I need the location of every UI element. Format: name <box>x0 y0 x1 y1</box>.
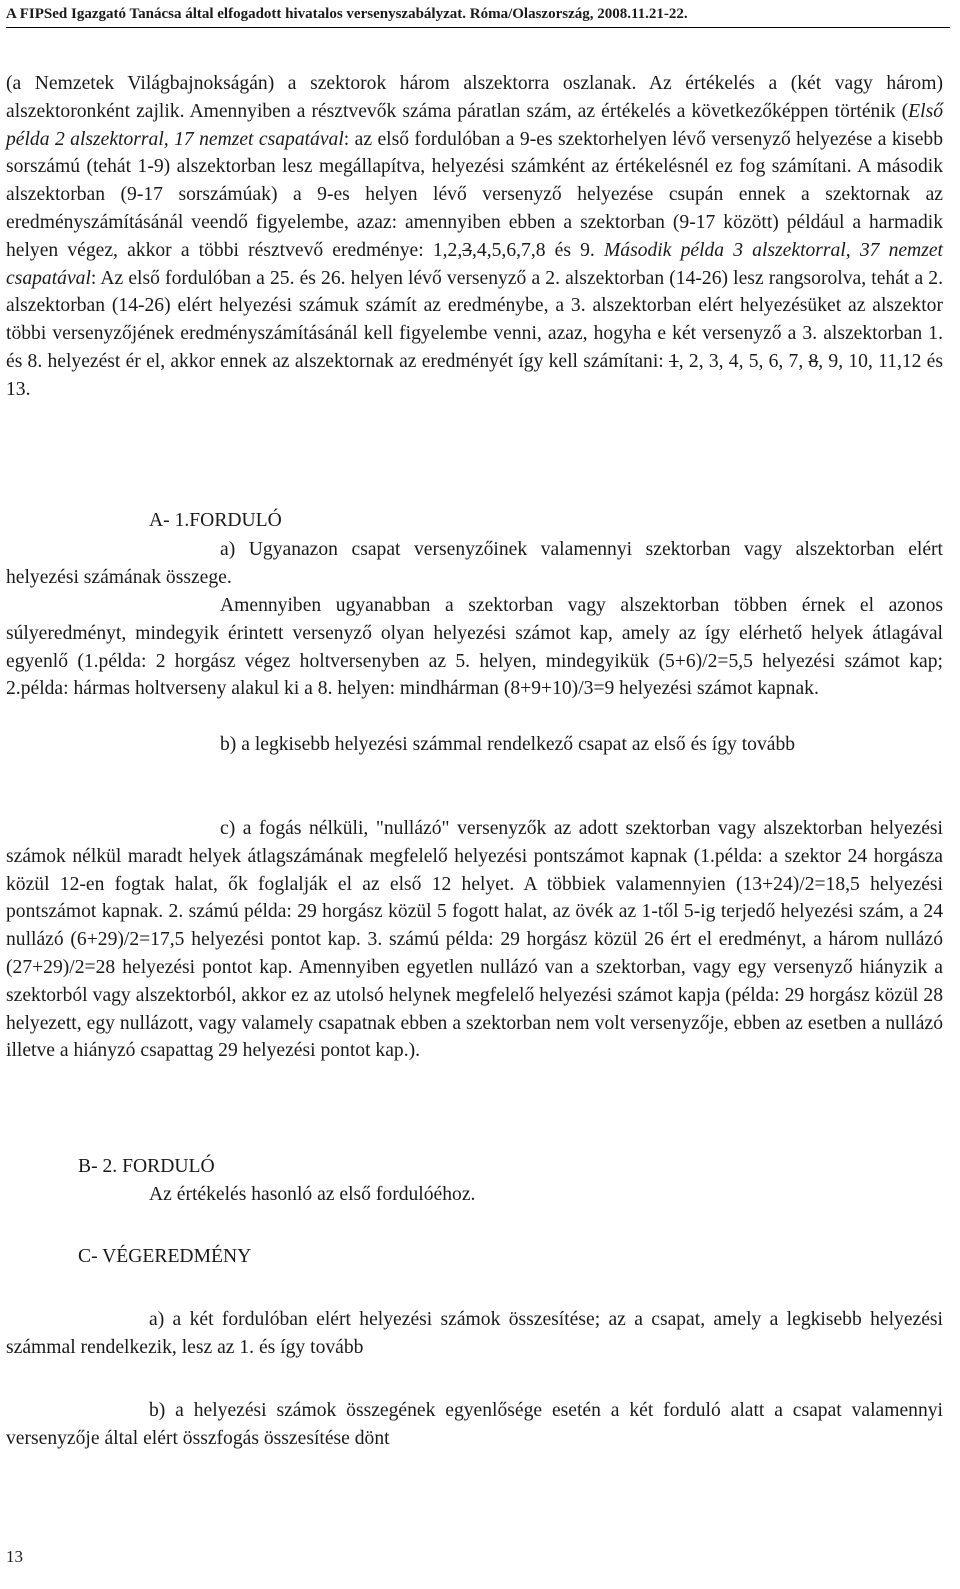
intro-paragraph <box>6 70 943 404</box>
section-a-tie-rule-text: Amennyiben ugyanabban a szektorban vagy alszektorban többen érnek el azonos súlyeredményt, mindegyik érintett versenyző olyan helyezési számot kap, amely az így elérhető helyek átlagával egyenlő (1.példa: 2 horgász végez holtversenyben az 5. helyen, mindegyikük (5+6)/2=5,5 helyezési számot kap; 2.példa: hármas holtverseny alakul ki a 8. helyen: mindhárman (8+9+10)/3=9 helyezési számot kapnak. <box>6 595 943 700</box>
intro-example-1-italic: Első példa 2 alszektorral, 17 nemzet csapatával <box>6 100 943 150</box>
section-c-title: C- VÉGEREDMÉNY <box>78 1246 252 1267</box>
section-a-tie-rule <box>6 592 943 703</box>
section-a-item-c-text: c) a fogás nélküli, "nullázó" versenyzők az adott szektorban vagy alszektorban helyezési számok nélkül maradt helyek átlagszámának megfelelő helyezési pontszámot kapnak (1.példa: a szektor 24 horgásza közül 12-en fogtak halat, ők foglalják el az első 12 helyet. A többiek valamennyien (13+24)/2=18,5 helyezési pontszámot kapnak. 2. számú példa: 29 horgász közül 5 fogott halat, az övék az 1-től 5-ig terjedő helyezési szám, a 24 nullázó (6+29)/2=17,5 helyezési pontot kap. 3. számú példa: 29 horgász közül 26 ért el eredményt, a három nullázó (27+29)/2=28 helyezési pontot kap. Amennyiben egyetlen nullázó van a szektorban, vagy egy versenyző hiányzik a szektorból vagy alszektorból, akkor ez az utolsó helynek megfelelő helyezési számot kapja (példa: 29 horgász közül 28 helyezett, egy nullázott, vagy valamely csapatnak ebben a szektorban nem volt versenyzője, ebben az esetben a nullázó illetve a hiányzó csapattag 29 helyezési pontot kap.). <box>6 818 943 1062</box>
intro-text-6: , 9, 10, 11,12 és 13. <box>6 350 943 400</box>
struck-value-3: 3 <box>462 239 473 261</box>
section-c-item-b <box>6 1397 943 1453</box>
section-c-item-a-text: a) a két fordulóban elért helyezési számok összesítése; az a csapat, amely a legkisebb helyezési számmal rendelkezik, lesz az 1. és így tovább <box>6 1309 943 1358</box>
intro-example-2-italic: Második példa 3 alszektorral, 37 nemzet csapatával <box>6 239 943 289</box>
intro-text-1: (a Nemzetek Világbajnokságán) a szektorok három alszektorra oszlanak. Az értékelés a (két vagy három) alszektoronként zajlik. Amennyiben a résztvevők száma páratlan szám, az értékelés a következőképpen történik ( <box>6 73 943 122</box>
section-a-item-b-text: b) a legkisebb helyezési számmal rendelkező csapat az első és így tovább <box>220 734 796 755</box>
intro-text-5: , 2, 3, 4, 5, 6, 7, <box>678 350 809 372</box>
section-a-item-a <box>6 536 943 592</box>
struck-value-8: 8 <box>808 350 819 372</box>
section-c-item-a <box>6 1306 943 1362</box>
intro-text-2: : az első fordulóban a 9-es szektorhelyen lévő versenyző helyezése a kisebb sorszámú (tehát 1-9) alszektorban lesz megállapítva, helyezési számként az értékelésnél ez fog számítani. A második alszektorban (9-17 sorszámúak) a 9-es helyen lévő versenyző helyezése csupán ennek a szektornak az eredményszámításánál veendő figyelembe, azaz: amennyiben ebben a szektorban (9-17 között) például a harmadik helyen végez, akkor a többi résztvevő eredménye: 1,2, <box>6 128 943 261</box>
header-divider <box>6 27 950 28</box>
section-b-text: Az értékelés hasonló az első fordulóéhoz. <box>149 1184 476 1205</box>
section-a-item-b <box>6 731 943 759</box>
page-header: A FIPSed Igazgató Tanácsa által elfogadott hivatalos versenyszabályzat. Róma/Olaszország, 2008.11.21-22. <box>6 6 688 22</box>
section-a-item-a-text: a) Ugyanazon csapat versenyzőinek valamennyi szektorban vagy alszektorban elért helyezési számának összege. <box>6 539 943 588</box>
section-a-item-c <box>6 815 943 1065</box>
struck-value-1: 1 <box>668 350 679 372</box>
page-number: 13 <box>6 1547 23 1566</box>
section-b-title: B- 2. FORDULÓ <box>78 1156 215 1177</box>
intro-text-3: ,4,5,6,7,8 és 9. <box>472 239 604 261</box>
section-a-title: A- 1.FORDULÓ <box>149 510 282 531</box>
section-c-item-b-text: b) a helyezési számok összegének egyenlősége esetén a két forduló alatt a csapat valamennyi versenyzője által elért összfogás összesítése dönt <box>6 1400 943 1449</box>
intro-text-4: : Az első fordulóban a 25. és 26. helyen lévő versenyző a 2. alszektorban (14-26) lesz rangsorolva, tehát a 2. alszektorban (14-26) elért helyezési számuk számít az eredménybe, a 3. alszektorban elért helyezésüket az alszektor többi versenyzőjének eredményszámításánál kell figyelembe venni, azaz, hogyha e két versenyző a 3. alszektorban 1. és 8. helyezést ér el, akkor ennek az alszektornak az eredményét így kell számítani: <box>6 267 943 372</box>
